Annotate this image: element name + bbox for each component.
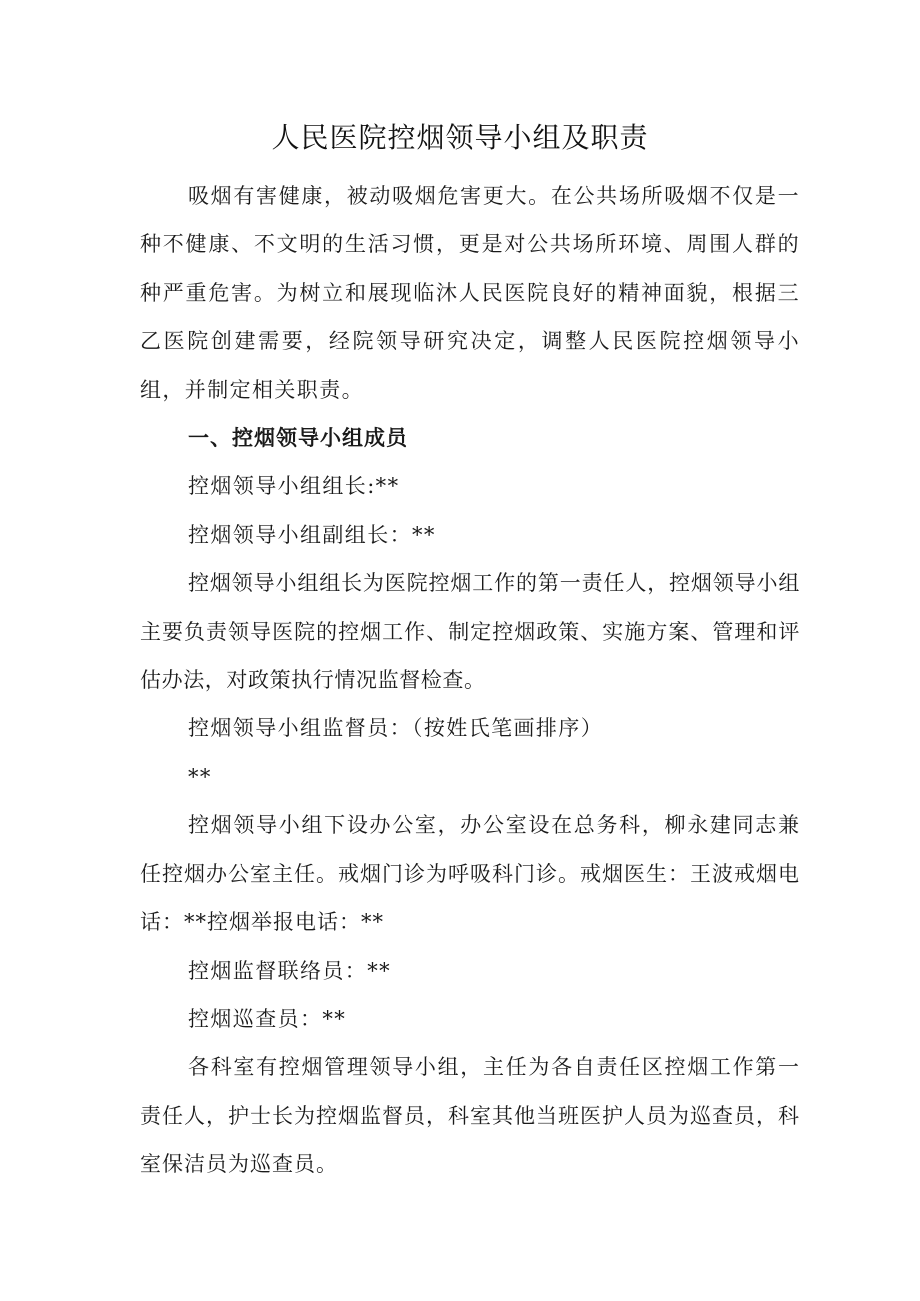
supervisor-names: ** — [188, 764, 212, 789]
document-body — [140, 172, 800, 1189]
section-heading: 一、控烟领导小组成员 — [188, 426, 408, 451]
supervisor-line: 控烟领导小组监督员：（按姓氏笔画排序） — [188, 716, 604, 741]
office-paragraph: 控烟领导小组下设办公室，办公室设在总务科，柳永建同志兼任控烟办公室主任。戒烟门诊为呼吸科门诊。戒烟医生：王波戒烟电话：**控烟举报电话：** — [140, 813, 800, 935]
leader-line: 控烟领导小组组长:** — [188, 474, 400, 499]
intro-paragraph: 吸烟有害健康，被动吸烟危害更大。在公共场所吸烟不仅是一种不健康、不文明的生活习惯，更是对公共场所环境、周围人群的种严重危害。为树立和展现临沐人民医院良好的精神面貌，根据三乙医院创建需要，经院领导研究决定，调整人民医院控烟领导小组，并制定相关职责。 — [140, 184, 800, 402]
leader-duty-paragraph: 控烟领导小组组长为医院控烟工作的第一责任人，控烟领导小组主要负责领导医院的控烟工作、制定控烟政策、实施方案、管理和评估办法，对政策执行情况监督检查。 — [140, 571, 800, 693]
liaison-line: 控烟监督联络员：** — [188, 958, 391, 983]
document-title: 人民医院控烟领导小组及职责 — [271, 121, 649, 154]
deputy-leader-line: 控烟领导小组副组长：** — [188, 522, 436, 547]
inspector-line: 控烟巡查员：** — [188, 1006, 347, 1031]
department-paragraph: 各科室有控烟管理领导小组，主任为各自责任区控烟工作第一责任人，护士长为控烟监督员，科室其他当班医护人员为巡查员，科室保洁员为巡查员。 — [140, 1055, 800, 1177]
